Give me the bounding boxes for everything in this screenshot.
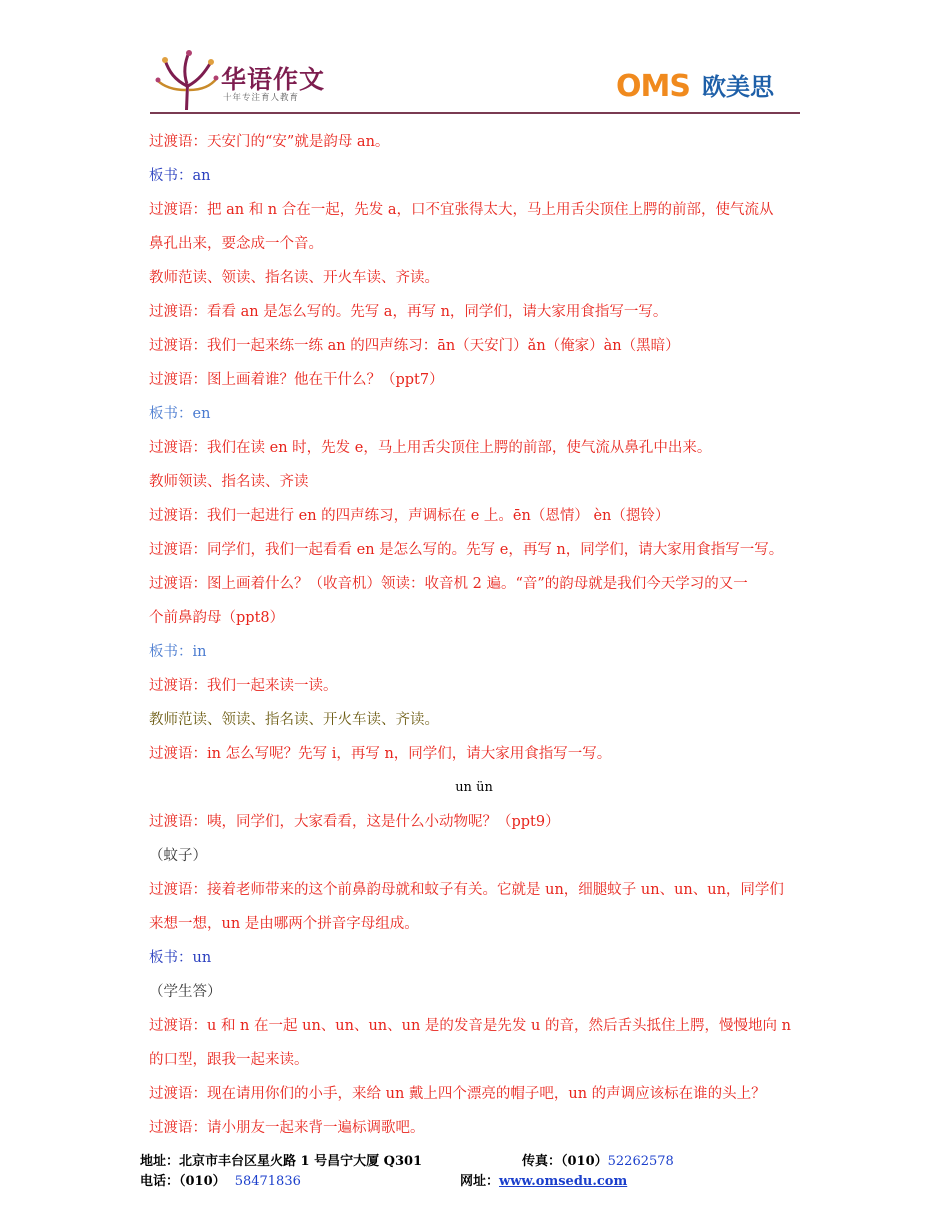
text-line: 鼻孔出来，要念成一个音。 <box>149 236 323 252</box>
fax-number: 52262578 <box>607 1154 674 1169</box>
brand-title: 华语作文 <box>221 65 326 94</box>
oms-mark: OMS <box>616 69 690 104</box>
text-line: 个前鼻韵母（ppt8） <box>149 610 285 626</box>
text-line: 过渡语：看看 an 是怎么写的。先写 a，再写 n，同学们，请大家用食指写一写。 <box>149 304 668 320</box>
text-line: 板书：an <box>149 168 211 184</box>
text-line: 教师范读、领读、指名读、开火车读、齐读。 <box>149 712 439 728</box>
text-line: 过渡语：请小朋友一起来背一遍标调歌吧。 <box>149 1120 425 1136</box>
text-line: 过渡语：把 an 和 n 合在一起，先发 a，口不宜张得太大，马上用舌尖顶住上腭的前部，使气流从 <box>149 202 774 218</box>
phone-label: 电话：（010） <box>140 1174 226 1189</box>
text-line: （蚊子） <box>149 848 207 864</box>
text-line: 过渡语：u 和 n 在一起 un、un、un、un 是的发音是先发 u 的音，然后舌头抵住上腭，慢慢地向 n <box>149 1018 791 1034</box>
text-line: 过渡语：我们在读 en 时，先发 e，马上用舌尖顶住上腭的前部，使气流从鼻孔中出来。 <box>149 440 712 456</box>
page-header <box>150 44 800 114</box>
text-line: 过渡语：in 怎么写呢？先写 i，再写 n，同学们，请大家用食指写一写。 <box>149 746 612 762</box>
tree-logo-icon <box>155 50 219 112</box>
text-line: 过渡语：咦，同学们，大家看看，这是什么小动物呢？（ppt9） <box>149 814 560 830</box>
lesson-content <box>149 125 819 1145</box>
page-footer <box>140 1152 840 1192</box>
web-label: 网址： <box>460 1174 500 1189</box>
header-rule <box>150 112 800 114</box>
text-line: （学生答） <box>149 984 222 1000</box>
text-line: 过渡语：我们一起进行 en 的四声练习，声调标在 e 上。ēn（恩情） èn（摁铃） <box>149 508 670 524</box>
text-line: 过渡语：图上画着谁？他在干什么？（ppt7） <box>149 372 444 388</box>
text-line: 板书：en <box>149 406 211 422</box>
text-line: 过渡语：现在请用你们的小手，来给 un 戴上四个漂亮的帽子吧，un 的声调应该标在谁的头上？ <box>149 1086 766 1102</box>
text-line: 的口型，跟我一起来读。 <box>149 1052 309 1068</box>
website-link[interactable]: www.omsedu.com <box>499 1174 628 1189</box>
text-line: 过渡语：同学们，我们一起看看 en 是怎么写的。先写 e，再写 n，同学们，请大家用食指写一写。 <box>149 542 784 558</box>
phone-number: 58471836 <box>234 1174 301 1189</box>
text-line: 过渡语：图上画着什么？（收音机）领读：收音机 2 遍。“音”的韵母就是我们今天学习的又一 <box>149 576 748 592</box>
oms-name: 欧美思 <box>702 73 774 101</box>
text-line: 过渡语：我们一起来读一读。 <box>149 678 338 694</box>
text-line: 来想一想，un 是由哪两个拼音字母组成。 <box>149 916 419 932</box>
brand-subtitle: 十年专注育人教育 <box>223 93 300 103</box>
text-line: 过渡语：接着老师带来的这个前鼻韵母就和蚊子有关。它就是 un，细腿蚊子 un、un、un，同学们 <box>149 882 784 898</box>
text-line: 过渡语：天安门的“安”就是韵母 an。 <box>149 134 390 150</box>
text-line: 过渡语：我们一起来练一练 an 的四声练习：ān（天安门）ǎn（俺家）àn（黑暗） <box>149 338 680 354</box>
text-line: 教师范读、领读、指名读、开火车读、齐读。 <box>149 270 439 286</box>
section-heading: un ün <box>455 780 493 795</box>
address: 地址：北京市丰台区星火路 1 号昌宁大厦 Q301 <box>140 1154 423 1169</box>
huayu-logo <box>155 50 335 110</box>
text-line: 教师领读、指名读、齐读 <box>149 474 309 490</box>
text-line: 板书：in <box>149 644 207 660</box>
fax-label: 传真：（010） <box>522 1154 608 1169</box>
text-line: 板书：un <box>149 950 212 966</box>
